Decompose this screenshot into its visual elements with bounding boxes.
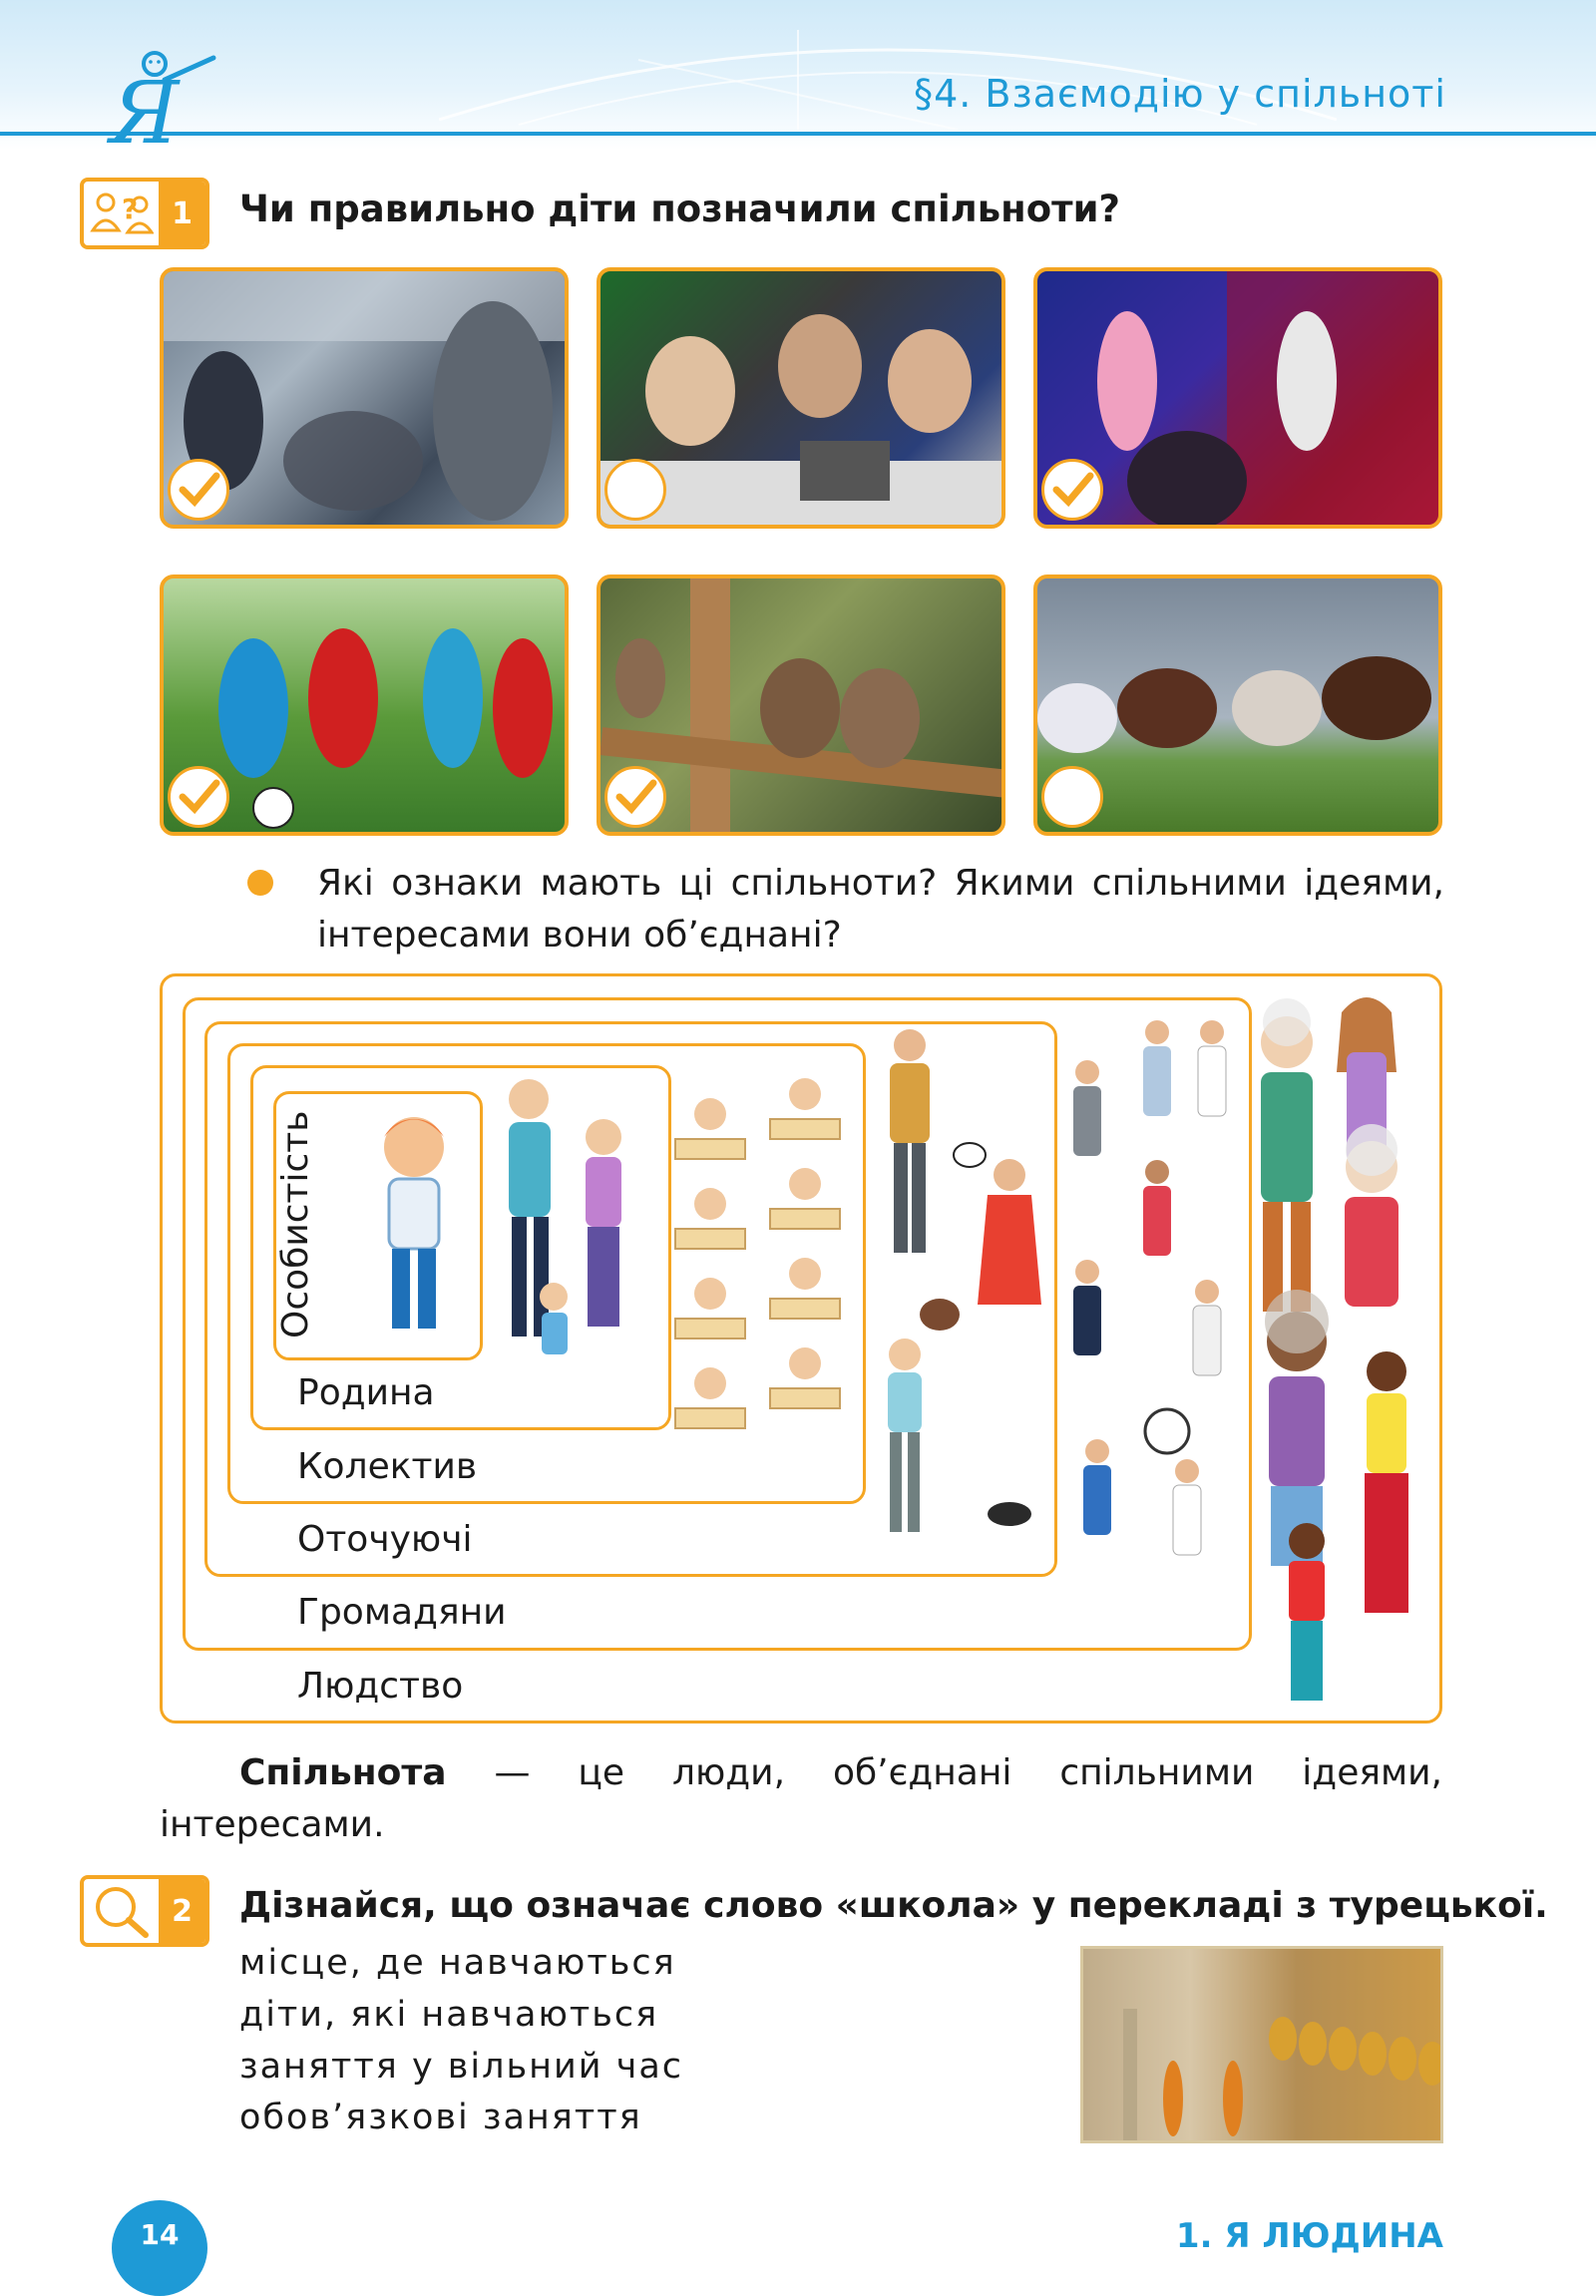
task-badge-2 (80, 1875, 209, 1947)
check-circle[interactable] (1041, 766, 1103, 828)
task-number: 2 (159, 1879, 205, 1943)
people-with-dogs-illustration (860, 1025, 1054, 1554)
check-circle[interactable] (604, 766, 666, 828)
header-rule (0, 132, 1596, 136)
label-surroundings: Оточуючі (297, 1519, 473, 1560)
definition (160, 1747, 1442, 1851)
answer-option[interactable]: обов’язкові заняття (239, 2098, 642, 2137)
task2-heading: Дізнайся, що означає слово «школа» у перекладі з турецької. (239, 1885, 1548, 1926)
answer-option[interactable]: діти, які навчаються (239, 1995, 659, 2035)
task1-question: Які ознаки мають ці спільноти? Якими спільними ідеями, інтересами вони об’єднані? (317, 863, 1444, 956)
chapter-title: 1. Я ЛЮДИНА (1175, 2216, 1443, 2256)
task-badge-1 (80, 178, 209, 249)
photo-horses (1033, 574, 1442, 836)
family-illustration (484, 1077, 663, 1406)
crowd-illustration (1057, 1012, 1247, 1631)
magnifier-icon (84, 1879, 159, 1943)
svg-text:?: ? (121, 192, 138, 225)
logo (100, 50, 219, 164)
photo-theatre-performance (1033, 267, 1442, 529)
logo-letter: Я (110, 64, 180, 164)
photo-subway-passengers (160, 267, 569, 529)
task1-heading: Чи правильно діти позначили спільноти? (239, 188, 1120, 230)
page-number: 14 (112, 2200, 207, 2296)
answer-option[interactable]: заняття у вільний час (239, 2047, 684, 2087)
label-personality: Особистість (275, 1110, 316, 1339)
definition-term: Спільнота (239, 1752, 447, 1793)
people-question-icon (84, 182, 159, 245)
check-circle[interactable] (168, 766, 229, 828)
label-collective: Колектив (297, 1446, 478, 1487)
photo-people-at-laptops (597, 267, 1005, 529)
photo-kids-football (160, 574, 569, 836)
label-humanity: Людство (297, 1666, 464, 1707)
label-family: Родина (297, 1372, 435, 1413)
child-figure-illustration (359, 1107, 469, 1351)
check-circle[interactable] (604, 459, 666, 521)
check-circle[interactable] (1041, 459, 1103, 521)
page-title: §4. Взаємодію у спільноті (914, 72, 1446, 116)
answer-option[interactable]: місце, де навчаються (239, 1943, 676, 1983)
label-citizens: Громадяни (297, 1592, 507, 1633)
photo-monkeys (597, 574, 1005, 836)
check-circle[interactable] (168, 459, 229, 521)
photo-monks-temple (1080, 1946, 1443, 2143)
bullet-dot (247, 870, 273, 896)
definition-text: — це люди, об’єднані спільними ідеями, інтересами. (160, 1752, 1442, 1845)
diverse-people-illustration (1247, 982, 1436, 1721)
task-number: 1 (159, 182, 205, 245)
classroom-illustration (670, 1059, 850, 1488)
